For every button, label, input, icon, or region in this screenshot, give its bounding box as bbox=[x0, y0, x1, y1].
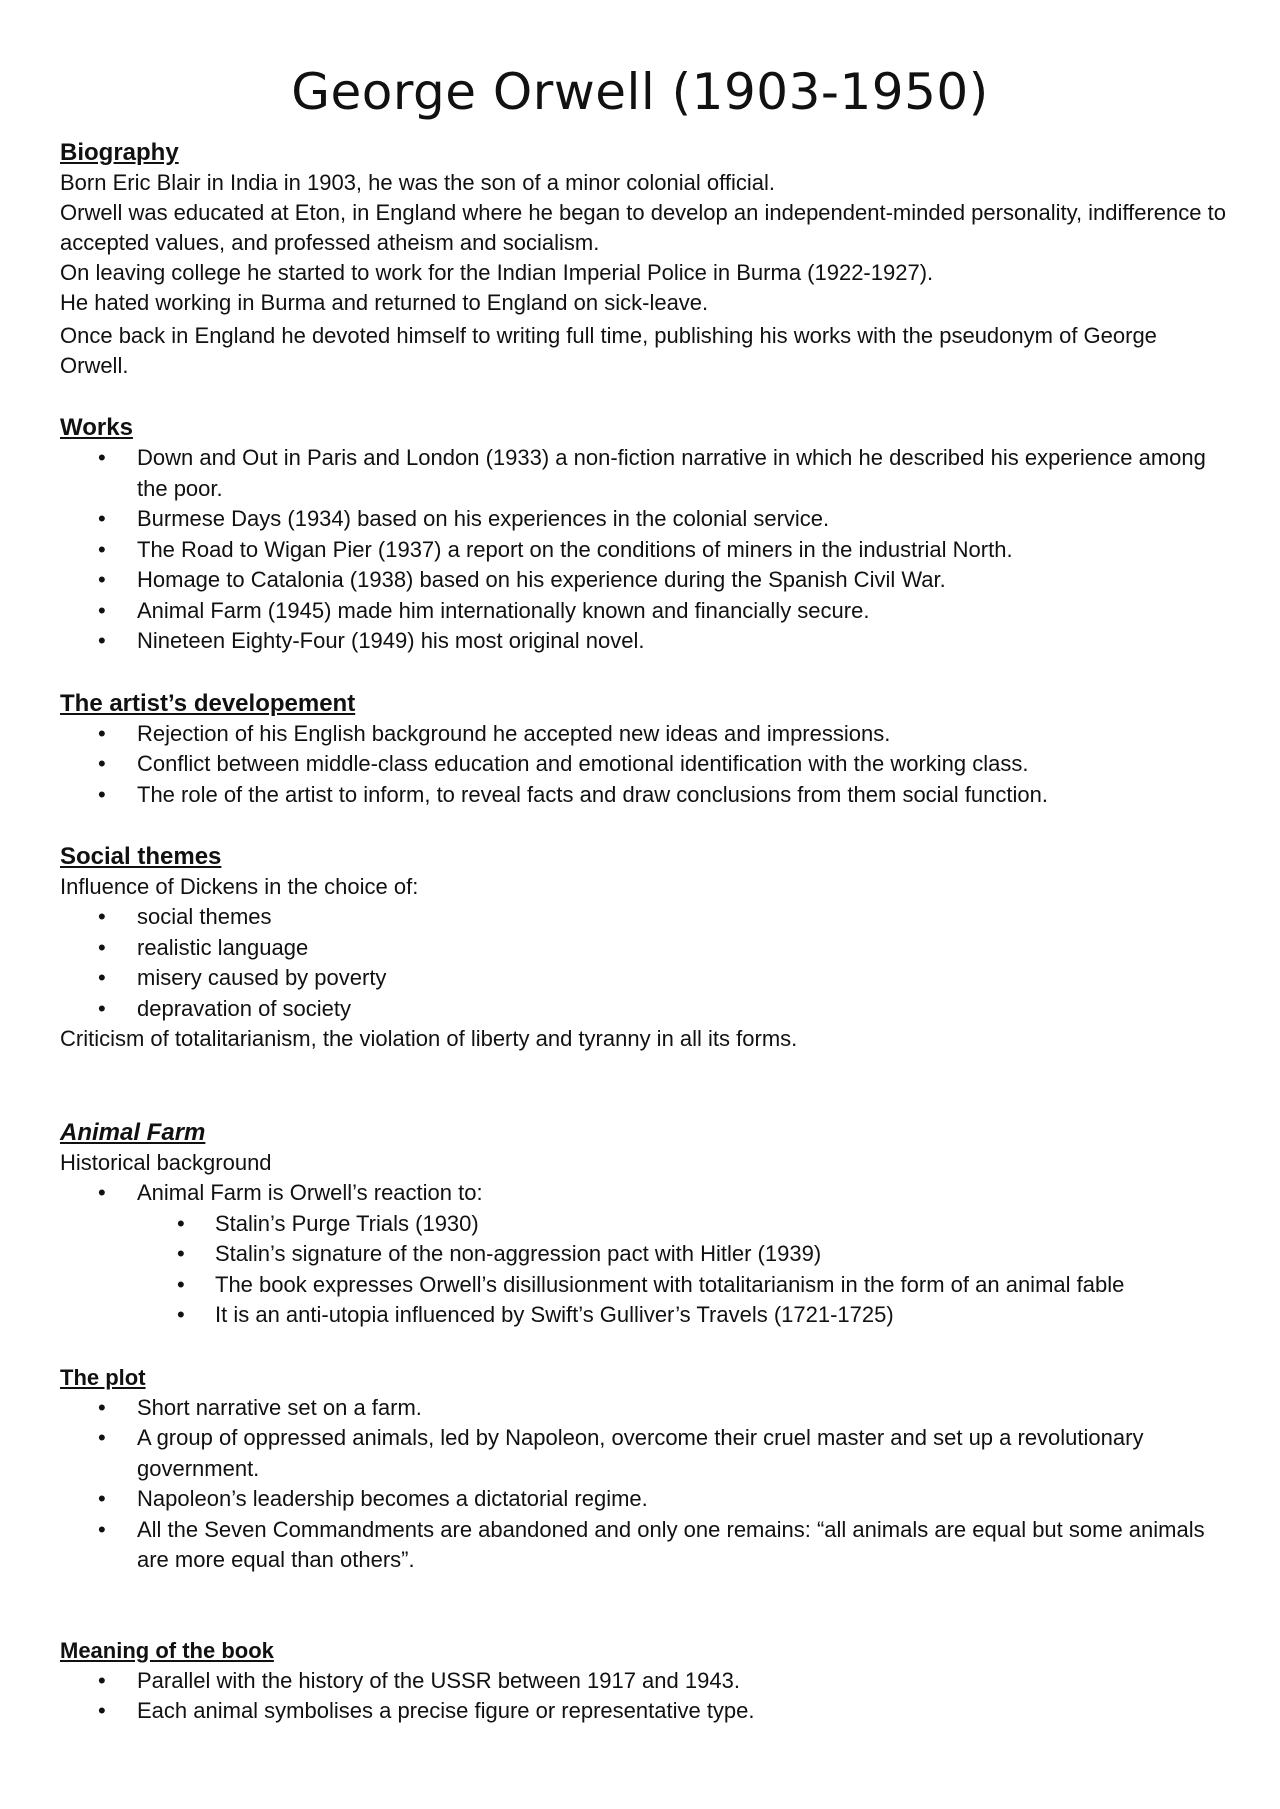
reaction-subitem: • Stalin’s Purge Trials (1930) bbox=[60, 1209, 1230, 1240]
social-themes-item: • depravation of society bbox=[60, 994, 1230, 1025]
social-themes-section bbox=[60, 842, 1230, 1054]
social-themes-item: • misery caused by poverty bbox=[60, 963, 1230, 994]
reaction-sublist bbox=[60, 1209, 1230, 1331]
works-section bbox=[60, 413, 1230, 657]
development-item: • Rejection of his English background he accepted new ideas and impressions. bbox=[60, 719, 1230, 750]
biography-heading: Biography bbox=[60, 139, 179, 166]
biography-line: He hated working in Burma and returned to England on sick-leave. bbox=[60, 290, 709, 315]
works-item: • Down and Out in Paris and London (1933) a non-fiction narrative in which he described his experience among the poor. bbox=[60, 443, 1230, 504]
page-title: George Orwell (1903-1950) bbox=[291, 63, 989, 121]
reaction-subitem: • The book expresses Orwell’s disillusionment with totalitarianism in the form of an animal fable bbox=[60, 1270, 1230, 1301]
plot-heading: The plot bbox=[60, 1364, 146, 1390]
works-item: • Nineteen Eighty-Four (1949) his most original novel. bbox=[60, 626, 1230, 657]
social-themes-intro: Influence of Dickens in the choice of: bbox=[60, 874, 419, 899]
social-themes-item: • realistic language bbox=[60, 933, 1230, 964]
historical-background-label: Historical background bbox=[60, 1150, 272, 1175]
plot-item: • All the Seven Commandments are abandoned and only one remains: “all animals are equal but some animals are more equal than others”. bbox=[60, 1515, 1230, 1576]
meaning-heading: Meaning of the book bbox=[60, 1637, 274, 1663]
development-heading: The artist’s developement bbox=[60, 689, 356, 717]
reaction-subitem: • It is an anti-utopia influenced by Swift’s Gulliver’s Travels (1721-1725) bbox=[60, 1300, 1230, 1331]
development-item: • The role of the artist to inform, to reveal facts and draw conclusions from them social function. bbox=[60, 780, 1230, 811]
plot-item: • Napoleon’s leadership becomes a dictatorial regime. bbox=[60, 1484, 1230, 1515]
animal-farm-heading: Animal Farm bbox=[60, 1119, 206, 1146]
works-list bbox=[60, 443, 1230, 657]
animal-farm-section bbox=[60, 1118, 1230, 1727]
development-section bbox=[60, 689, 1230, 811]
development-item: • Conflict between middle-class education and emotional identification with the working class. bbox=[60, 749, 1230, 780]
works-heading: Works bbox=[60, 414, 133, 441]
reaction-item: • Animal Farm is Orwell’s reaction to: bbox=[60, 1178, 1230, 1209]
meaning-item: • Each animal symbolises a precise figure or representative type. bbox=[60, 1696, 1230, 1727]
meaning-list bbox=[60, 1666, 1230, 1727]
plot-item: • A group of oppressed animals, led by Napoleon, overcome their cruel master and set up a revolutionary government. bbox=[60, 1423, 1230, 1484]
social-themes-heading: Social themes bbox=[60, 843, 222, 870]
plot-item: • Short narrative set on a farm. bbox=[60, 1393, 1230, 1424]
works-item: • Animal Farm (1945) made him internationally known and financially secure. bbox=[60, 596, 1230, 627]
works-item: • Burmese Days (1934) based on his experiences in the colonial service. bbox=[60, 504, 1230, 535]
biography-line: On leaving college he started to work for the Indian Imperial Police in Burma (1922-1927). bbox=[60, 260, 934, 285]
works-item: • The Road to Wigan Pier (1937) a report on the conditions of miners in the industrial North. bbox=[60, 535, 1230, 566]
plot-subsection bbox=[60, 1363, 1230, 1576]
document-page bbox=[60, 0, 1230, 1727]
reaction-subitem: • Stalin’s signature of the non-aggression pact with Hitler (1939) bbox=[60, 1239, 1230, 1270]
social-themes-item: • social themes bbox=[60, 902, 1230, 933]
biography-line: Orwell was educated at Eton, in England where he began to develop an independent-minded personality, indifference to accepted values, and professed atheism and socialism. bbox=[60, 200, 1226, 255]
works-item: • Homage to Catalonia (1938) based on his experience during the Spanish Civil War. bbox=[60, 565, 1230, 596]
development-list bbox=[60, 719, 1230, 811]
meaning-item: • Parallel with the history of the USSR between 1917 and 1943. bbox=[60, 1666, 1230, 1697]
reaction-list bbox=[60, 1178, 1230, 1209]
social-themes-list bbox=[60, 902, 1230, 1024]
plot-list bbox=[60, 1393, 1230, 1576]
biography-line: Once back in England he devoted himself to writing full time, publishing his works with the pseudonym of George Orwell. bbox=[60, 323, 1157, 378]
biography-line: Born Eric Blair in India in 1903, he was the son of a minor colonial official. bbox=[60, 170, 775, 195]
biography-section bbox=[60, 138, 1230, 381]
social-themes-closing: Criticism of totalitarianism, the violation of liberty and tyranny in all its forms. bbox=[60, 1026, 798, 1051]
meaning-subsection bbox=[60, 1636, 1230, 1727]
